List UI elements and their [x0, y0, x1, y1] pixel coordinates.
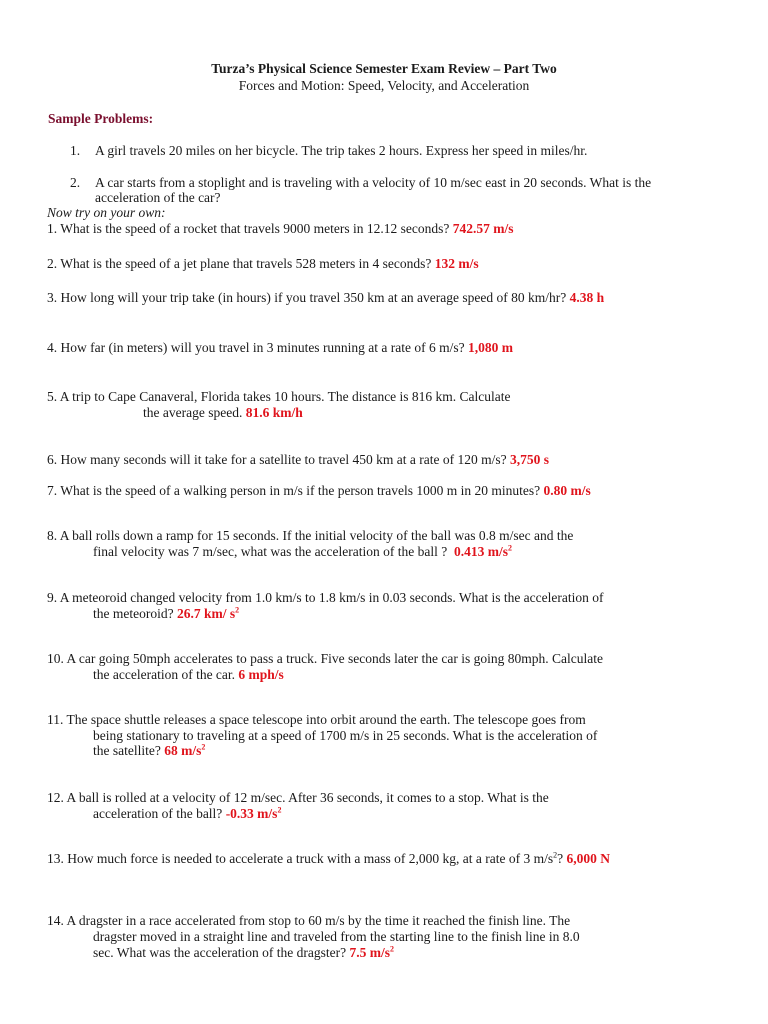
answer-14: 7.5 $m/s^2$	[349, 944, 394, 960]
answer-7: 0.80 m/s	[543, 483, 591, 498]
answer-9: 26.7 km/ $s^2$	[176, 605, 240, 621]
sample-problems-heading: Sample Problems:	[48, 111, 154, 126]
question-14: 14. A dragster in a race accelerated from stop to 60 m/s by the time it reached the finish line. The	[47, 913, 571, 928]
sample-problem-2: 2. A car starts from a stoplight and is traveling with a velocity of 10 m/sec east in 20 seconds. What is the	[70, 175, 652, 190]
question-12: 12. A ball is rolled at a velocity of 12 m/sec. After 36 seconds, it comes to a stop. What is the	[47, 790, 549, 805]
question-6: 6. How many seconds will it take for a satellite to travel 450 km at a rate of 120 m/s? 3,750 s	[47, 452, 550, 467]
question-3: 3. How long will your trip take (in hours) if you travel 350 km at an average speed of 80 km/hr? 4.38 h	[47, 290, 605, 305]
question-11-cont: being stationary to traveling at a speed of 1700 m/s in 25 seconds. What is the acceleration of	[93, 728, 598, 743]
question-7: 7. What is the speed of a walking person in m/s if the person travels 1000 m in 20 minutes? 0.80 m/s	[47, 483, 591, 498]
question-9: 9. A meteoroid changed velocity from 1.0 km/s to 1.8 km/s in 0.03 seconds. What is the acceleration of	[47, 590, 604, 605]
answer-2: 132 m/s	[434, 256, 479, 271]
answer-11: 68 $m/s^2$	[164, 742, 206, 758]
try-on-own-label: Now try on your own:	[47, 205, 166, 220]
answer-4: 1,080 m	[468, 340, 514, 355]
answer-3: 4.38 h	[569, 290, 605, 305]
question-12-cont: acceleration of the ball? -0.33 $m/s^2$	[93, 805, 282, 821]
answer-6: 3,750 s	[510, 452, 550, 467]
question-14-cont2: sec. What was the acceleration of the dragster? 7.5 $m/s^2$	[93, 944, 394, 960]
question-8: 8. A ball rolls down a ramp for 15 seconds. If the initial velocity of the ball was 0.8 m/sec and the	[47, 528, 574, 543]
question-11: 11. The space shuttle releases a space telescope into orbit around the earth. The telescope goes from	[47, 712, 586, 727]
question-5-cont: the average speed. 81.6 km/h	[143, 405, 303, 420]
sample-problem-1: 1. A girl travels 20 miles on her bicycle. The trip takes 2 hours. Express her speed in miles/hr.	[70, 143, 588, 158]
answer-5: 81.6 km/h	[245, 405, 303, 420]
sample-problem-2-cont: acceleration of the car?	[95, 190, 221, 205]
answer-1: 742.57 m/s	[452, 221, 514, 236]
page-title: Turza’s Physical Science Semester Exam Review – Part Two	[211, 61, 557, 76]
answer-8: 0.413 $m/s^2$	[454, 543, 512, 559]
question-9-cont: the meteoroid? 26.7 km/ $s^2$	[93, 605, 240, 621]
question-4: 4. How far (in meters) will you travel in 3 minutes running at a rate of 6 m/s? 1,080 m	[47, 340, 514, 355]
question-10: 10. A car going 50mph accelerates to pass a truck. Five seconds later the car is going 80mph. Calculate	[47, 651, 603, 666]
answer-12: -0.33 $m/s^2$	[225, 805, 282, 821]
question-8-cont: final velocity was 7 m/sec, what was the acceleration of the ball ? 0.413 $m/s^2$	[93, 543, 512, 559]
question-5: 5. A trip to Cape Canaveral, Florida takes 10 hours. The distance is 816 km. Calculate	[47, 389, 511, 404]
question-2: 2. What is the speed of a jet plane that travels 528 meters in 4 seconds? 132 m/s	[47, 256, 479, 271]
answer-10: 6 mph/s	[238, 667, 284, 682]
question-14-cont: dragster moved in a straight line and traveled from the starting line to the finish line in 8.0	[93, 929, 580, 944]
question-13: 13. How much force is needed to accelerate a truck with a mass of 2,000 kg, at a rate of 3 $m/s^2$? 6,000 N	[47, 850, 610, 866]
page-subtitle: Forces and Motion: Speed, Velocity, and Acceleration	[238, 78, 530, 93]
question-10-cont: the acceleration of the car. 6 mph/s	[93, 667, 284, 682]
answer-13: 6,000 N	[566, 851, 610, 866]
question-1: 1. What is the speed of a rocket that travels 9000 meters in 12.12 seconds? 742.57 m/s	[47, 221, 514, 236]
question-11-cont2: the satellite? 68 $m/s^2$	[93, 742, 206, 758]
